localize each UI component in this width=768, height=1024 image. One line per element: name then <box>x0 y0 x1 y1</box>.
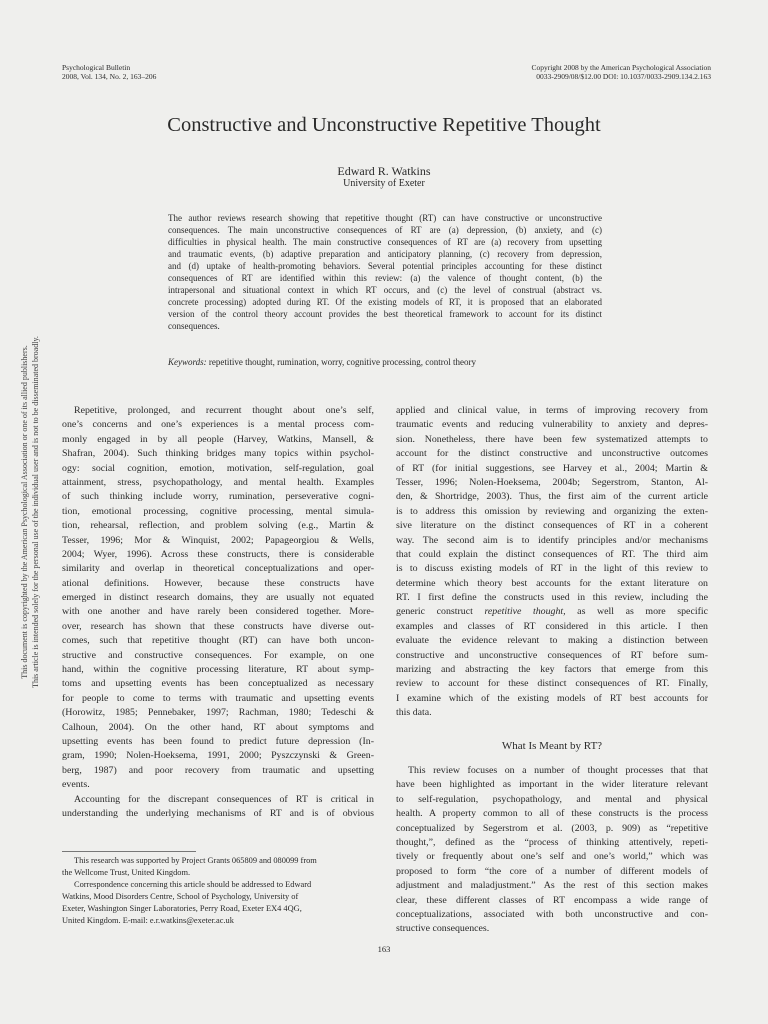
body-line: understanding the underlying mechanisms of RT and is of obvious <box>62 807 374 819</box>
abstract-line: intrapersonal and situational context in which RT occurs, and (c) the level of construal (abstract vs. <box>168 285 602 295</box>
doi-line: 0033-2909/08/$12.00 DOI: 10.1037/0033-2909.134.2.163 <box>536 72 711 81</box>
body-line: sive literature on the distinct consequences of RT in a coherent <box>396 520 708 532</box>
body-line: conceptualized by Segerstrom et al. (2003, p. 909) as “repetitive <box>396 822 708 834</box>
body-line: 2004; Wyer, 1996). Across these constructs, there is considerable <box>62 548 374 560</box>
keywords-line <box>168 356 476 368</box>
text-before: generic construct <box>396 606 485 618</box>
body-line: tion, emotional processing, cognitive processing, mental simula- <box>62 505 374 517</box>
body-line: with one another and have rarely been considered together. More- <box>62 606 374 618</box>
abstract-line: consequences of RT are identified within this review: (a) the valence of thought content, (b) the <box>168 273 602 283</box>
body-line: This review focuses on a number of thought processes that that <box>408 765 708 776</box>
footnote-line: Correspondence concerning this article should be addressed to Edward <box>74 880 312 889</box>
body-line: applied and clinical value, in terms of improving recovery from <box>396 405 708 416</box>
body-line: den, & Shortridge, 2003). Thus, the first aim of the current article <box>396 491 708 503</box>
body-line: RT. I first define the constructs used in this review, including the <box>396 592 708 604</box>
body-line: of RT (for initial suggestions, see Harvey et al., 2004; Martin & <box>396 462 708 474</box>
left-column <box>62 404 374 821</box>
body-line: tively or frequently about one’s self and one’s world,” which was <box>396 851 708 863</box>
body-line: this data. <box>396 707 432 719</box>
side-notice-line: This document is copyrighted by the American Psychological Association or one of its allied publishers. <box>20 345 29 679</box>
body-line: similarity and overlap in theoretical conceptualizations and oper- <box>62 563 374 575</box>
abstract-line: and (d) uptake of health-promoting behaviors. Several potential principles accounting for these distinct <box>168 261 602 271</box>
body-line: Repetitive, prolonged, and recurrent thought about one’s self, <box>74 405 374 416</box>
body-line: hand, within the cognitive processing literature, RT about symp- <box>62 664 374 676</box>
body-line: thought,”, defined as the “process of thinking attentively, repeti- <box>396 836 708 848</box>
body-line: that could explain the distinct consequences of RT. The third aim <box>396 548 708 560</box>
footnote-line: This research was supported by Project Grants 065809 and 080099 from <box>74 856 317 865</box>
abstract-line: and traumatic events, (b) adaptive preparation and anticipatory planning, (c) recovery from depression, <box>168 249 602 259</box>
body-line: upsetting events has been found to predict future depression (In- <box>62 735 374 747</box>
body-line: conceptualizations, associated with both unconstructive and con- <box>396 908 708 920</box>
copyright-header <box>531 63 711 81</box>
body-line: examples and classes of RT considered in this article. I then <box>396 620 708 632</box>
body-line: attainment, stress, psychopathology, and mental health. Examples <box>62 476 374 488</box>
right-column <box>396 404 708 721</box>
body-line: comes, such that repetitive thought (RT) can have both uncon- <box>62 635 374 647</box>
body-line: constructive and unconstructive consequences of RT before sum- <box>396 649 708 661</box>
footnote-line: Watkins, Mood Disorders Centre, School of Psychology, University of <box>62 892 299 901</box>
abstract-line: The author reviews research showing that repetitive thought (RT) can have constructive or unconstructive <box>168 213 602 223</box>
article-title: Constructive and Unconstructive Repetitive Thought <box>167 114 601 136</box>
body-line: Shafran, 2004). Such thinking bridges many topics within psychol- <box>62 448 374 460</box>
body-line: have been highlighted as important in the wider literature relevant <box>396 779 708 791</box>
body-line: ational definitions. However, because these constructs have <box>62 577 374 589</box>
abstract-line: consequences. <box>168 321 220 331</box>
body-line: Accounting for the discrepant consequences of RT is critical in <box>74 793 374 805</box>
body-line: over, research has shown that these constructs have diverse out- <box>62 620 374 632</box>
abstract <box>168 212 602 332</box>
body-line: of such thinking include worry, rumination, perseverative cogni- <box>62 491 374 503</box>
body-line: Calhoun, 2004). On the other hand, RT about symptoms and <box>62 721 374 733</box>
abstract-line: consequences. The main unconstructive consequences of RT are (a) depression, (b) anxiety, and (c) <box>168 225 602 235</box>
body-line: events. <box>62 779 90 791</box>
text-after: as well as more specific <box>565 606 708 618</box>
body-line: structive consequences. <box>396 923 490 935</box>
body-line: evaluate the evidence relevant to making a distinction between <box>396 635 708 647</box>
body-line: review to account for these distinct consequences of RT. Finally, <box>396 678 708 690</box>
side-notice-line: This article is intended solely for the personal use of the individual user and is not to be disseminated broadly. <box>31 336 40 688</box>
body-line: sion. Nonetheless, there have been few systematized attempts to <box>396 433 708 445</box>
abstract-line: difficulties in physical health. The main constructive consequences of RT are (a) recovery from upsetting <box>168 237 602 247</box>
body-line: (Horowitz, 1985; Pennebaker, 1997; Rachman, 1980; Tedeschi & <box>62 707 374 719</box>
body-line: Tesser, 1996; Nolen-Hoeksema, 2004b; Segerstrom, Stanton, Al- <box>396 476 708 488</box>
body-line: proposed to form “the core of a number of different models of <box>396 865 708 877</box>
copyright-side-notice <box>14 287 44 737</box>
body-line: emerged in distinct research domains, they are usually not equated <box>62 592 374 604</box>
italic-term: repetitive thought, <box>484 606 566 618</box>
body-line: structive and constructive consequences. For example, on one <box>62 649 374 661</box>
body-line: to self-regulation, psychopathology, and mental and physical <box>396 793 708 805</box>
body-line: is to address this omission by reviewing and organizing the exten- <box>396 505 708 517</box>
keywords-label: Keywords: <box>168 357 207 367</box>
footnote-line: United Kingdom. E-mail: e.r.watkins@exeter.ac.uk <box>62 916 234 925</box>
body-line: account for the distinct constructive and unconstructive outcomes <box>396 448 708 460</box>
body-line: marizing and abstracting the key factors that emerge from this <box>396 664 708 676</box>
page-number: 163 <box>377 944 391 954</box>
right-column-section <box>396 764 708 937</box>
author-name: Edward R. Watkins <box>337 164 431 178</box>
abstract-line: version of the control theory account provides the best theoretical framework to account for its distinct <box>168 309 602 319</box>
journal-header <box>62 63 156 81</box>
body-line-italic-term <box>396 605 708 619</box>
body-line: gram, 1990; Nolen-Hoeksema, 1991, 2000; Pyszczynski & Green- <box>62 750 374 762</box>
author-affiliation: University of Exeter <box>343 178 425 189</box>
section-heading: What Is Meant by RT? <box>501 740 603 752</box>
footnote-divider <box>62 851 196 852</box>
body-line: adjustment and maladjustment.” As the rest of this section makes <box>396 880 708 892</box>
body-line: for people to come to terms with traumatic and upsetting events <box>62 692 374 704</box>
body-line: clear, these different classes of RT encompass a wide range of <box>396 894 708 906</box>
body-line: is to discuss existing models of RT in the light of this review to <box>396 563 708 575</box>
keywords-text: repetitive thought, rumination, worry, cognitive processing, control theory <box>208 357 477 367</box>
footnote-line: Exeter, Washington Singer Laboratories, Perry Road, Exeter EX4 4QG, <box>62 904 302 913</box>
body-line: I examine which of the existing models of RT best accounts for <box>396 692 708 704</box>
abstract-line: concrete processing) adopted during RT. Of the existing models of RT, it is proposed that an elaborated <box>168 297 602 307</box>
body-line: monly engaged in by all people (Harvey, Watkins, Mansell, & <box>62 433 374 445</box>
body-line: toms and upsetting events has been conceptualized as necessary <box>62 678 374 690</box>
footnotes <box>62 855 374 927</box>
body-line: way. The second aim is to identify principles and/or mechanisms <box>396 534 708 546</box>
body-line: health. A property common to all of these constructs is the process <box>396 808 708 820</box>
body-line: Tesser, 1996; Mor & Winquist, 2002; Papageorgiou & Wells, <box>62 534 374 546</box>
body-line: traumatic events and reducing vulnerability to anxiety and depres- <box>396 419 708 431</box>
body-line: berg, 1987) and poor recovery from traumatic and upsetting <box>62 764 374 776</box>
copyright-line: Copyright 2008 by the American Psychological Association <box>531 63 711 72</box>
body-line: tion, rehearsal, reflection, and problem solving (e.g., Martin & <box>62 520 374 532</box>
footnote-line: the Wellcome Trust, United Kingdom. <box>62 868 191 877</box>
body-line: ogy: social cognition, emotion, motivation, self-regulation, goal <box>62 462 374 474</box>
journal-volume: 2008, Vol. 134, No. 2, 163–206 <box>62 72 157 81</box>
body-line: determine which theory best accounts for the extant literature on <box>396 577 708 589</box>
body-line: one’s concerns and one’s experiences is a mental process com- <box>62 419 374 431</box>
journal-name: Psychological Bulletin <box>62 63 131 72</box>
